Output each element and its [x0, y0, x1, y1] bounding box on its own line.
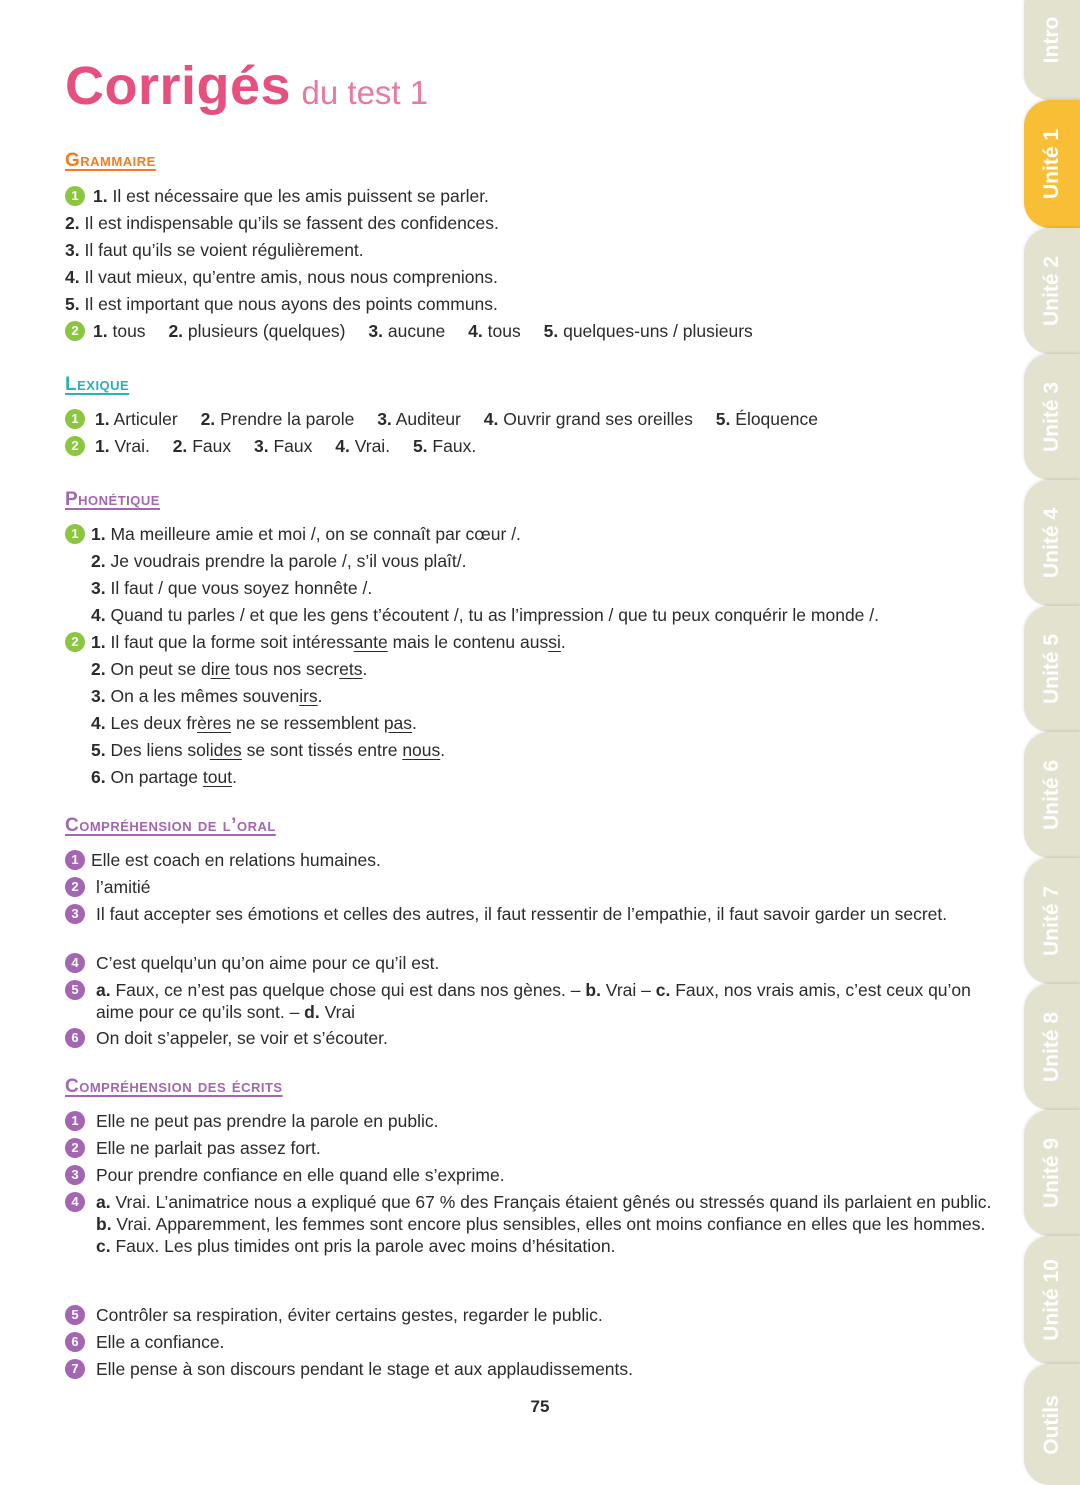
- exercise-badge: 1: [65, 409, 85, 429]
- tab-unite-8[interactable]: Unité 8: [1024, 984, 1080, 1110]
- exercise-badge: 2: [65, 632, 85, 652]
- page-title-sub: du test 1: [301, 74, 429, 111]
- tab-unite-9[interactable]: Unité 9: [1024, 1110, 1080, 1236]
- exercise-badge: 1: [65, 524, 85, 544]
- list-item: 4. Quand tu parles / et que les gens t’écoutent /, tu as l’impression / que tu peux conquérir le monde /.: [91, 605, 879, 625]
- question-badge: 1: [65, 850, 85, 870]
- answer-text: Elle est coach en relations humaines.: [91, 850, 381, 870]
- answer-part-b: b. Vrai. Apparemment, les femmes sont encore plus sensibles, elles ont moins confiance en elles que les hommes.: [96, 1214, 986, 1234]
- question-badge: 3: [65, 1165, 85, 1185]
- answer-text: Elle ne peut pas prendre la parole en public.: [96, 1111, 439, 1131]
- question-badge: 2: [65, 1138, 85, 1158]
- list-item: 6. On partage tout.: [91, 767, 237, 787]
- section-heading-comprehension-oral: Compréhension de l’oral: [65, 815, 276, 836]
- list-item: 1. Il faut que la forme soit intéressante mais le contenu aussi.: [91, 632, 566, 652]
- list-item: 3. On a les mêmes souvenirs.: [91, 686, 323, 706]
- answer-row: 1. Articuler 2. Prendre la parole 3. Auditeur 4. Ouvrir grand ses oreilles 5. Éloquence: [95, 409, 818, 429]
- tab-unite-1[interactable]: Unité 1: [1024, 100, 1080, 228]
- tab-unite-7[interactable]: Unité 7: [1024, 858, 1080, 984]
- answer-text: Elle ne parlait pas assez fort.: [96, 1138, 321, 1158]
- unit-tabs: [1022, 0, 1080, 1465]
- section-heading-phonetique: Phonétique: [65, 489, 160, 510]
- question-badge: 4: [65, 953, 85, 973]
- page-title: [65, 55, 428, 117]
- question-badge: 4: [65, 1192, 85, 1212]
- section-heading-comprehension-ecrits: Compréhension des écrits: [65, 1076, 283, 1097]
- answer-text: Elle a confiance.: [96, 1332, 225, 1352]
- section-heading-grammaire: Grammaire: [65, 150, 156, 171]
- answer-text: a. Faux, ce n’est pas quelque chose qui est dans nos gènes. – b. Vrai – c. Faux, nos vrais amis, c’est ceux qu’on aime pour ce qu’ils sont. – d. Vrai: [96, 980, 971, 1022]
- answer-text: Contrôler sa respiration, éviter certains gestes, regarder le public.: [96, 1305, 603, 1325]
- list-item: 1. Il est nécessaire que les amis puissent se parler.: [93, 186, 489, 206]
- list-item: 5. Des liens solides se sont tissés entre nous.: [91, 740, 446, 760]
- answer-text: C’est quelqu’un qu’on aime pour ce qu’il est.: [96, 953, 440, 973]
- list-item: 2. Je voudrais prendre la parole /, s’il vous plaît/.: [91, 551, 467, 571]
- answer-text: On doit s’appeler, se voir et s’écouter.: [96, 1028, 388, 1048]
- list-item: 3. Il faut qu’ils se voient régulièrement.: [65, 240, 364, 260]
- section-heading-lexique: Lexique: [65, 374, 130, 395]
- exercise-badge: 1: [65, 186, 85, 206]
- list-item: 3. Il faut / que vous soyez honnête /.: [91, 578, 373, 598]
- page-title-main: Corrigés: [65, 56, 292, 116]
- list-item: 5. Il est important que nous ayons des points communs.: [65, 294, 498, 314]
- answer-text: [96, 1191, 996, 1257]
- answer-text: Elle pense à son discours pendant le stage et aux applaudissements.: [96, 1359, 634, 1379]
- question-badge: 1: [65, 1111, 85, 1131]
- answer-text: l’amitié: [96, 877, 151, 897]
- tab-unite-4[interactable]: Unité 4: [1024, 480, 1080, 606]
- question-badge: 7: [65, 1359, 85, 1379]
- answer-part-a: a. Vrai. L’animatrice nous a expliqué que 67 % des Français étaient gênés ou stressés quand ils parlaient en public.: [96, 1192, 992, 1212]
- question-badge: 6: [65, 1332, 85, 1352]
- answer-row: 1. Vrai. 2. Faux 3. Faux 4. Vrai. 5. Faux.: [95, 436, 477, 456]
- tab-unite-10[interactable]: Unité 10: [1024, 1236, 1080, 1364]
- tab-intro[interactable]: Intro: [1024, 0, 1080, 100]
- tab-unite-6[interactable]: Unité 6: [1024, 732, 1080, 858]
- list-item: 2. On peut se dire tous nos secrets.: [91, 659, 368, 679]
- tab-outils[interactable]: Outils: [1024, 1364, 1080, 1485]
- tab-unite-3[interactable]: Unité 3: [1024, 354, 1080, 480]
- exercise-badge: 2: [65, 436, 85, 456]
- answer-row: 1. tous 2. plusieurs (quelques) 3. aucune 4. tous 5. quelques-uns / plusieurs: [93, 321, 753, 341]
- question-badge: 6: [65, 1028, 85, 1048]
- tab-unite-2[interactable]: Unité 2: [1024, 228, 1080, 354]
- question-badge: 5: [65, 980, 85, 1000]
- answer-part-c: c. Faux. Les plus timides ont pris la parole avec moins d’hésitation.: [96, 1236, 616, 1256]
- list-item: 4. Les deux frères ne se ressemblent pas.: [91, 713, 417, 733]
- answer-text: Pour prendre confiance en elle quand elle s’exprime.: [96, 1165, 505, 1185]
- exercise-badge: 2: [65, 321, 85, 341]
- question-badge: 5: [65, 1305, 85, 1325]
- list-item: 2. Il est indispensable qu’ils se fassent des confidences.: [65, 213, 499, 233]
- list-item: 4. Il vaut mieux, qu’entre amis, nous nous comprenions.: [65, 267, 498, 287]
- tab-unite-5[interactable]: Unité 5: [1024, 606, 1080, 732]
- list-item: 1. Ma meilleure amie et moi /, on se connaît par cœur /.: [91, 524, 521, 544]
- page-number: 75: [530, 1397, 550, 1416]
- answer-text: Il faut accepter ses émotions et celles des autres, il faut ressentir de l’empathie, il faut savoir garder un secret.: [96, 904, 948, 924]
- question-badge: 2: [65, 877, 85, 897]
- question-badge: 3: [65, 904, 85, 924]
